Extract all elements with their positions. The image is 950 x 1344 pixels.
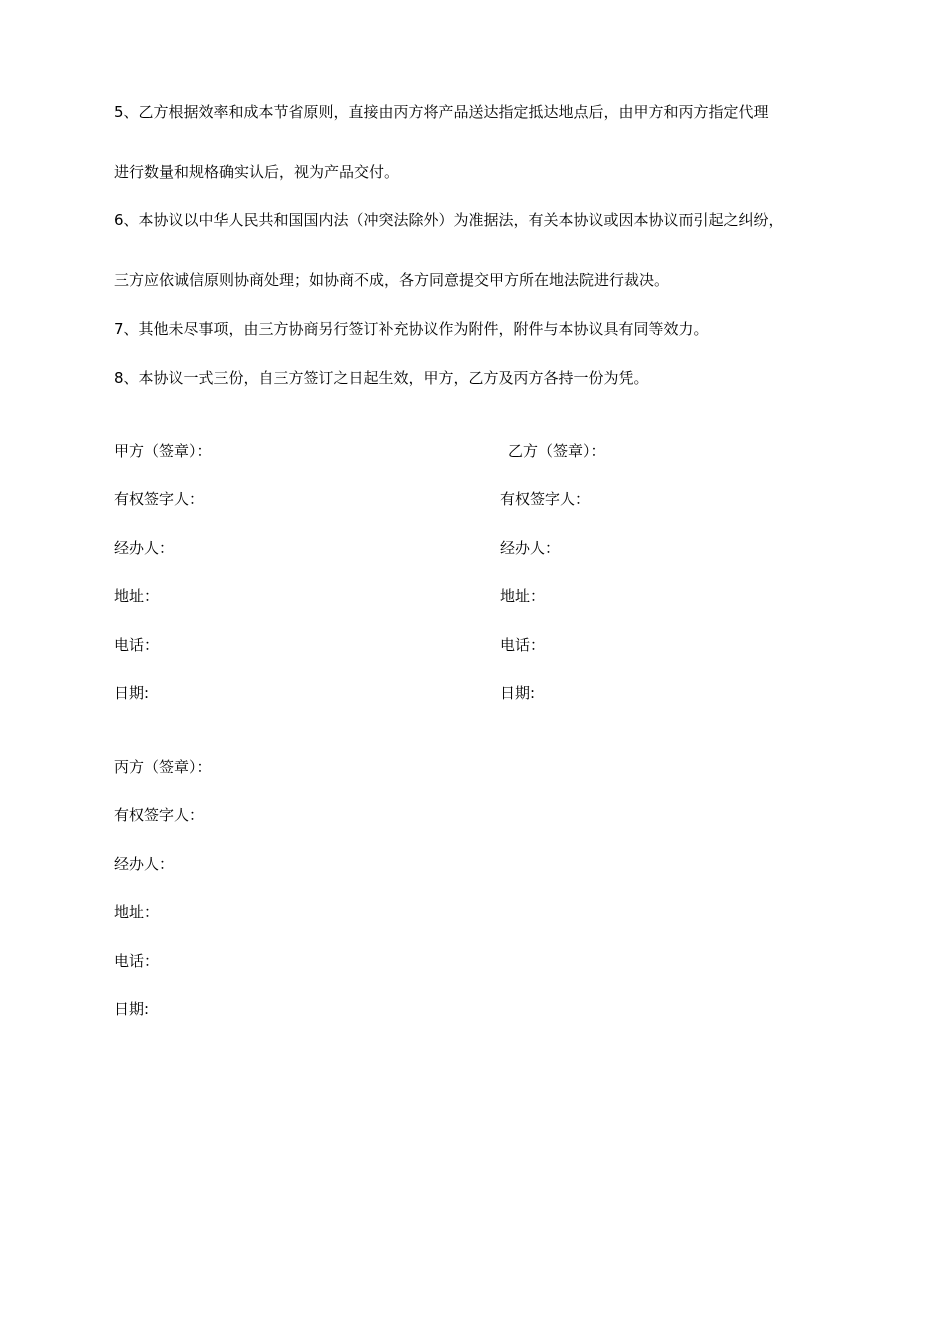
party-a-agent-label: 经办人： [114,539,175,557]
clause-6-line-1: 6、本协议以中华人民共和国国内法（冲突法除外）为准据法，有关本协议或因本协议而引起之纠纷， [114,211,784,229]
party-b-address-label: 地址： [500,587,546,605]
clause-5-line-1: 5、乙方根据效率和成本节省原则，直接由丙方将产品送达指定抵达地点后，由甲方和丙方指定代理 [114,103,769,121]
party-c-date-label: 日期: [114,1000,150,1018]
party-a-address-label: 地址： [114,587,160,605]
party-a-signatory-label: 有权签字人： [114,490,205,508]
party-b-phone-label: 电话： [500,636,546,654]
clause-8: 8、本协议一式三份，自三方签订之日起生效，甲方，乙方及丙方各持一份为凭。 [114,369,649,387]
party-a-phone-label: 电话： [114,636,160,654]
party-c-agent-label: 经办人： [114,855,175,873]
party-b-signatory-label: 有权签字人： [500,490,591,508]
clause-6-line-2: 三方应依诚信原则协商处理；如协商不成，各方同意提交甲方所在地法院进行裁决。 [114,271,670,289]
party-c-seal-label: 丙方（签章）： [114,758,212,776]
clause-5-line-2: 进行数量和规格确实认后，视为产品交付。 [114,163,400,181]
clause-7: 7、其他未尽事项，由三方协商另行签订补充协议作为附件，附件与本协议具有同等效力。 [114,320,709,338]
party-a-seal-label: 甲方（签章）： [114,442,212,460]
party-b-agent-label: 经办人： [500,539,561,557]
party-a-date-label: 日期: [114,684,150,702]
party-b-date-label: 日期: [500,684,536,702]
party-b-seal-label: 乙方（签章）： [508,442,606,460]
party-c-address-label: 地址： [114,903,160,921]
party-c-signatory-label: 有权签字人： [114,806,205,824]
party-c-phone-label: 电话： [114,952,160,970]
